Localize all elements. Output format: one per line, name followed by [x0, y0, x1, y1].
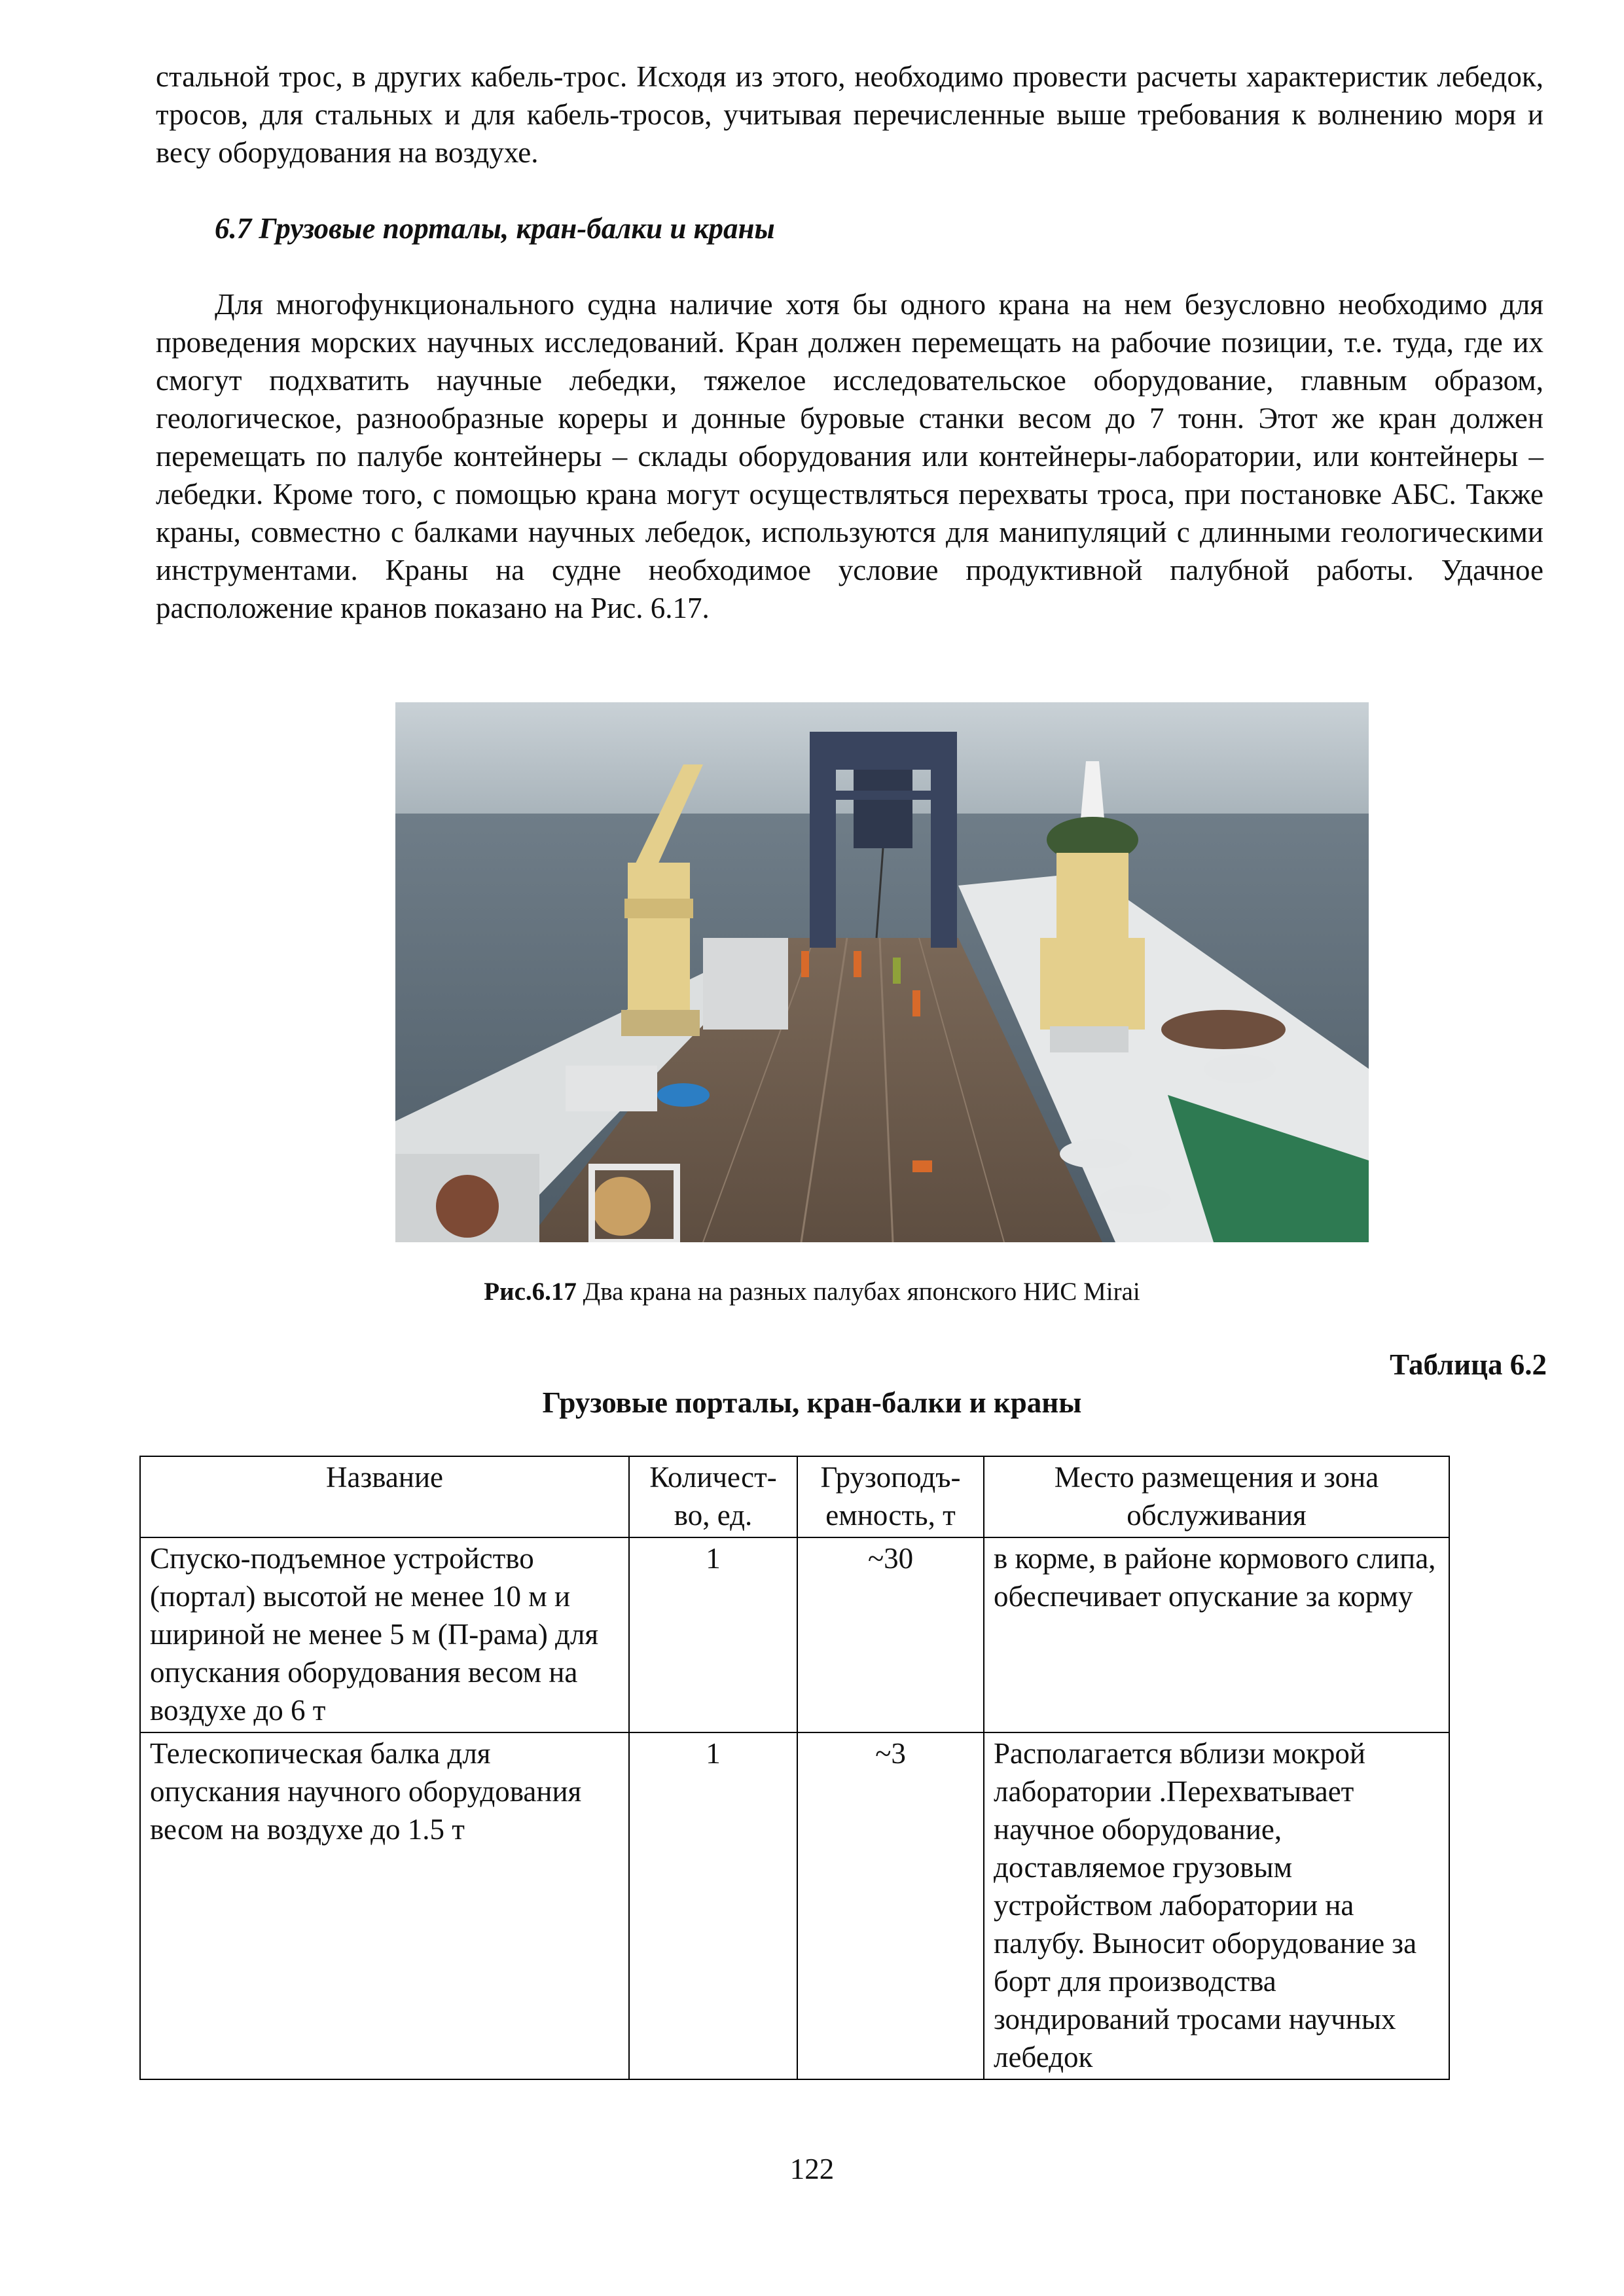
- vent-cap-2: [1060, 1139, 1132, 1168]
- cell-name: Спуско-подъемное устройство (портал) высотой не менее 10 м и шириной не менее 5 м (П-рама) для опускания оборудования весом на воздухе до 6 т: [140, 1537, 629, 1732]
- blue-float: [657, 1083, 710, 1107]
- cell-quantity: 1: [629, 1732, 797, 2079]
- cable-drum-left: [436, 1175, 499, 1238]
- table-header-row: [140, 1456, 1449, 1537]
- cell-location: в корме, в районе кормового слипа, обеспечивает опускание за корму: [984, 1537, 1449, 1732]
- page-number: 122: [789, 2153, 835, 2185]
- table-row: [140, 1537, 1449, 1732]
- header-name: Название: [140, 1456, 629, 1537]
- cell-quantity: 1: [629, 1537, 797, 1732]
- cell-capacity: ~30: [797, 1537, 984, 1732]
- ship-deck-illustration: [395, 702, 1369, 1242]
- cell-capacity: ~3: [797, 1732, 984, 2079]
- table-row: [140, 1732, 1449, 2079]
- cell-location: Располагается вблизи мокрой лаборатории .Перехватывает научное оборудование, доставляемое грузовым устройством лаборатории на палубу. Выносит оборудование за борт для производства зондирований тросами научных лебедок: [984, 1732, 1449, 2079]
- section-paragraph: Для многофункционального судна наличие хотя бы одного крана на нем безусловно необходимо для проведения морских научных исследований. Кран должен перемещать на рабочие позиции, т.е. туда, где их смогут подхватить научные лебедки, тяжелое исследовательское оборудование, главным образом, геологическое, разнообразные кореры и донные буровые станки весом до 7 тонн. Этот же кран должен перемещать по палубе контейнеры – склады оборудования или контейнеры-лаборатории, или контейнеры – лебедки. Кроме того, с помощью крана могут осуществляться перехваты троса, при постановке АБС. Также краны, совместно с балками научных лебедок, используются для манипуляций с длинными геологическими инструментами. Краны на судне необходимое условие продуктивной палубной работы. Удачное расположение кранов показано на Рис. 6.17.: [156, 288, 1543, 624]
- cell-name: Телескопическая балка для опускания научного оборудования весом на воздухе до 1.5 т: [140, 1732, 629, 2079]
- header-capacity: Грузоподъ-емность, т: [797, 1456, 984, 1537]
- workboat: [1161, 1010, 1286, 1049]
- vent-cap-1: [1204, 1054, 1276, 1083]
- section-heading: 6.7 Грузовые порталы, кран-балки и краны: [215, 212, 775, 245]
- header-quantity: Количест-во, ед.: [629, 1456, 797, 1537]
- table-number: Таблица 6.2: [1390, 1348, 1547, 1381]
- equipment-table: [139, 1456, 1450, 2080]
- figure-caption: [0, 1276, 1624, 1308]
- vent-cap-3: [1099, 1185, 1171, 1214]
- figure-caption-number: Рис.6.17: [484, 1278, 577, 1306]
- figure-caption-text: Два крана на разных палубах японского НИС Mirai: [576, 1278, 1140, 1306]
- ship-deck-photo: [395, 702, 1369, 1242]
- table-title: Грузовые порталы, кран-балки и краны: [542, 1386, 1082, 1419]
- cable-drum-center: [592, 1177, 651, 1236]
- intro-paragraph: стальной трос, в других кабель-трос. Исходя из этого, необходимо провести расчеты характеристик лебедок, тросов, для стальных и для кабель-тросов, учитывая перечисленные выше требования к волнению моря и весу оборудования на воздухе.: [156, 60, 1543, 169]
- header-location: Место размещения и зона обслуживания: [984, 1456, 1449, 1537]
